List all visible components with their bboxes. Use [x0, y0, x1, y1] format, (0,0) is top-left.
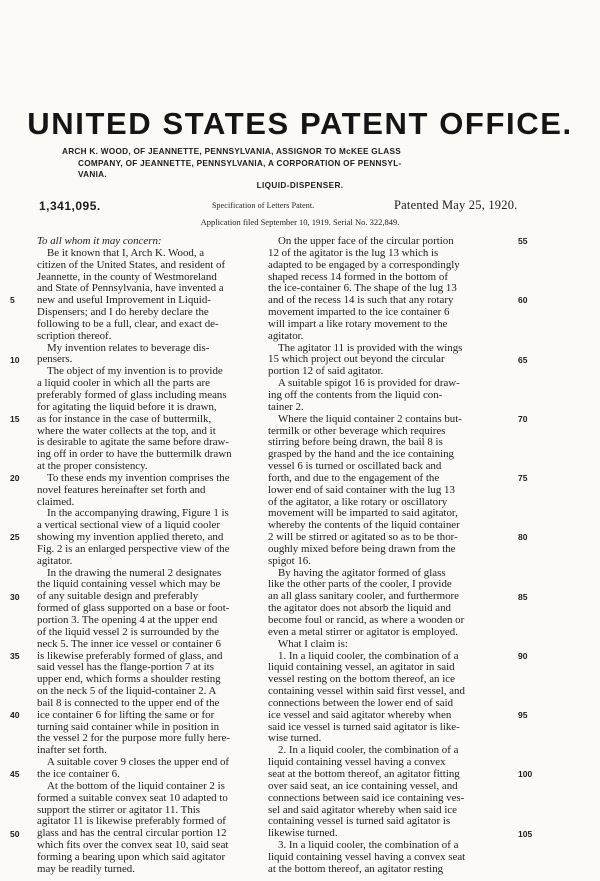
assignor-statement [62, 146, 530, 181]
text-line: claimed. [37, 495, 75, 508]
text-line: spigot 16. [268, 554, 311, 567]
line-number: 30 [10, 591, 20, 602]
text-line: movement will be imparted to said agitator, [268, 507, 458, 520]
text-line: 15 which project out beyond the circular [268, 353, 445, 366]
text-line: the ice container 6. [37, 767, 120, 780]
text-line: a vertical sectional view of a liquid cooler [37, 519, 220, 532]
text-line: A suitable cover 9 closes the upper end of [47, 756, 230, 769]
text-line: novel features hereinafter set forth and [37, 483, 206, 496]
text-line: forming a bearing upon which said agitator [37, 850, 226, 863]
patented-date: Patented May 25, 1920. [394, 198, 518, 212]
text-line: on the neck 5 of the liquid-container 2. A [37, 685, 217, 698]
text-line: become foul or rancid, as where a wooden or [268, 614, 465, 626]
text-line: 12 of the agitator is the lug 13 which is [268, 246, 439, 259]
line-number: 65 [518, 354, 528, 365]
text-line: said ice vessel is turned said agitator is like- [268, 720, 460, 733]
text-line: a liquid cooler in which all the parts are [37, 377, 210, 390]
text-line: On the upper face of the circular portion [278, 235, 454, 247]
text-line: Where the liquid container 2 contains but- [278, 412, 462, 425]
text-line: connections between the lower end of said [268, 696, 454, 709]
text-line: Fig. 2 is an enlarged perspective view of the [37, 542, 230, 555]
text-line: pensers. [37, 353, 73, 366]
text-line: where the water collects at the top, and it [37, 424, 216, 437]
text-line: over said seat, an ice containing vessel, and [268, 779, 458, 792]
text-line: inafter set forth. [37, 744, 107, 757]
assignor-line: ARCH K. WOOD, OF JEANNETTE, PENNSYLVANIA, ASSIGNOR TO McKEE GLASS [62, 147, 401, 156]
text-line: neck 5. The inner ice vessel or container 6 [37, 637, 221, 650]
text-line: vessel 6 is turned or oscillated back and [268, 460, 442, 473]
text-line: oughly mixed before being drawn from the [268, 542, 456, 555]
patent-number: 1,341,095. [39, 199, 101, 213]
text-line: showing my invention applied thereto, and [37, 531, 224, 544]
left-text-column [37, 236, 279, 876]
text-line: The agitator 11 is provided with the wings [278, 341, 463, 354]
text-line: A suitable spigot 16 is provided for draw- [278, 377, 460, 390]
text-line: at the bottom thereof, an agitator resting [268, 862, 444, 875]
text-line: At the bottom of the liquid container 2 is [47, 779, 225, 792]
text-line: containing vessel within said first vessel, and [268, 685, 465, 698]
line-number: 15 [10, 413, 20, 424]
text-line: stirring before being drawn, the bail 8 is [268, 436, 443, 449]
text-line: of the agitator, a like rotary or oscillatory [268, 495, 448, 508]
line-number: 100 [518, 769, 533, 780]
text-line: My invention relates to beverage dis- [47, 341, 210, 354]
text-line: liquid containing vessel, an agitator in said [268, 661, 455, 674]
line-number: 85 [518, 591, 528, 602]
text-line: liquid containing vessel having a convex seat [268, 850, 466, 863]
line-number: 20 [10, 473, 20, 483]
text-line: ice container 6 for lifting the same or for [37, 708, 215, 721]
text-line: formed of glass supported on a base or foot- [37, 602, 230, 615]
text-line: 3. In a liquid cooler, the combination of a [278, 839, 459, 852]
text-line: 2 will be stirred or agitated so as to be thor- [268, 531, 458, 544]
office-title: UNITED STATES PATENT OFFICE. [27, 106, 573, 141]
line-number: 45 [10, 769, 20, 780]
text-line: the liquid containing vessel which may be [37, 578, 221, 591]
specification-label: Specification of Letters Patent. [212, 201, 315, 210]
text-line: portion 3. The opening 4 at the upper end [37, 614, 218, 626]
text-line: an all glass sanitary cooler, and furthermore [268, 590, 459, 603]
text-line: Be it known that I, Arch K. Wood, a [47, 246, 205, 259]
text-line: In the accompanying drawing, Figure 1 is [47, 507, 229, 520]
text-line: as for instance in the case of buttermilk, [37, 412, 212, 425]
line-number: 40 [10, 710, 20, 720]
text-line: following to be a full, clear, and exact de- [37, 317, 219, 330]
text-line: and of the recess 14 is such that any rotary [268, 294, 454, 307]
line-number: 70 [518, 413, 528, 424]
text-line: likewise turned. [268, 827, 338, 840]
text-line: 1. In a liquid cooler, the combination of a [278, 649, 459, 662]
text-line: ing off in order to have the buttermilk drawn [37, 448, 232, 461]
text-line: 2. In a liquid cooler, the combination of a [278, 744, 459, 757]
line-number: 75 [518, 473, 528, 483]
line-number: 35 [10, 650, 20, 661]
text-line: whereby the contents of the liquid container [268, 519, 460, 532]
text-line: upper end, which forms a shoulder resting [37, 673, 221, 686]
line-number: 10 [10, 354, 20, 365]
text-line: shaped recess 14 formed in the bottom of [268, 270, 448, 283]
text-line: portion 12 of said agitator. [268, 365, 384, 378]
text-line: and State of Pennsylvania, have invented a [37, 282, 224, 295]
text-line: By having the agitator formed of glass [278, 566, 446, 579]
text-line: Dispensers; and I do hereby declare the [37, 306, 209, 319]
text-line: preferably formed of glass including means [37, 388, 227, 401]
text-line: What I claim is: [278, 637, 348, 650]
text-line: like the other parts of the cooler, I provide [268, 578, 452, 591]
text-line: termilk or other beverage which requires [268, 424, 446, 437]
text-line: agitator 11 is likewise preferably formed of [37, 815, 226, 828]
line-number: 55 [518, 236, 528, 246]
text-line: citizen of the United States, and resident of [37, 258, 226, 271]
text-line: glass and has the central circular portion 12 [37, 827, 227, 840]
text-line: of any suitable design and preferably [37, 590, 199, 603]
text-line: connections between said ice containing ves- [268, 791, 465, 804]
text-line: movement imparted to the ice container 6 [268, 306, 450, 319]
text-line: will impart a like rotary movement to the [268, 317, 448, 330]
right-text-column [268, 236, 510, 876]
text-line: which fits over the convex seat 10, said seat [37, 839, 229, 852]
line-number: 80 [518, 532, 528, 543]
text-line: vessel resting on the bottom thereof, an ice [268, 673, 455, 686]
text-line: forth, and due to the engagement of the [268, 471, 440, 484]
patent-meta-row [0, 199, 600, 213]
text-line: support the stirrer or agitator 11. This [37, 803, 201, 816]
assignor-line: COMPANY, OF JEANNETTE, PENNSYLVANIA, A CORPORATION OF PENNSYL- [78, 158, 402, 168]
assignor-line: VANIA. [78, 170, 107, 179]
text-line: ice vessel and said agitator whereby when [268, 708, 452, 721]
text-line: seat at the bottom thereof, an agitator fitting [268, 767, 460, 780]
text-line: Jeannette, in the county of Westmoreland [37, 270, 217, 283]
text-line: containing vessel is turned said agitator is [268, 815, 451, 828]
text-line: turning said container while in position in [37, 720, 220, 733]
text-line: the agitator does not absorb the liquid and [268, 602, 451, 615]
text-line: the vessel 2 for the purpose more fully here- [37, 732, 230, 745]
text-line: may be readily turned. [37, 862, 135, 875]
text-line: To these ends my invention comprises the [47, 471, 230, 484]
text-line: agitator. [37, 554, 73, 567]
text-line: liquid containing vessel having a convex [268, 756, 446, 769]
text-line: even a metal stirrer or agitator is employed. [268, 625, 458, 638]
text-line: tainer 2. [268, 400, 304, 413]
text-line: agitator. [268, 329, 304, 342]
text-line: The object of my invention is to provide [47, 365, 223, 378]
text-line: said vessel has the flange-portion 7 at its [37, 661, 214, 674]
line-number: 95 [518, 710, 528, 720]
text-line: formed a suitable convex seat 10 adapted to [37, 791, 228, 804]
text-line: wise turned. [268, 732, 322, 745]
text-line: is desirable to agitate the same before draw- [37, 436, 230, 449]
text-line: sel and said agitator whereby when said ice [268, 803, 458, 816]
line-number: 25 [10, 532, 20, 543]
text-line: bail 8 is connected to the upper end of the [37, 696, 220, 709]
text-line: at the proper consistency. [37, 460, 148, 473]
text-line: ing off the contents from the liquid con- [268, 388, 443, 401]
line-number: 60 [518, 295, 528, 306]
line-number: 50 [10, 828, 20, 839]
text-line: the ice-container 6. The shape of the lug 13 [268, 282, 457, 295]
text-line: new and useful Improvement in Liquid- [37, 294, 211, 307]
text-line: To all whom it may concern: [37, 235, 162, 247]
line-number: 90 [518, 650, 528, 661]
text-line: lower end of said container with the lug 13 [268, 483, 455, 496]
line-number: 105 [518, 828, 533, 839]
text-line: scription thereof. [37, 329, 112, 342]
text-line: for agitating the liquid before it is drawn, [37, 400, 217, 413]
text-line: of the liquid vessel 2 is surrounded by the [37, 625, 220, 638]
subject-title: LIQUID-DISPENSER. [256, 181, 344, 190]
text-line: In the drawing the numeral 2 designates [47, 566, 222, 579]
text-line: grasped by the hand and the ice containing [268, 448, 454, 461]
line-number: 5 [10, 295, 15, 306]
application-filed: Application filed September 10, 1919. Serial No. 322,849. [200, 217, 400, 227]
text-line: is likewise preferably formed of glass, and [37, 649, 223, 662]
text-line: adapted to be engaged by a correspondingly [268, 258, 460, 271]
